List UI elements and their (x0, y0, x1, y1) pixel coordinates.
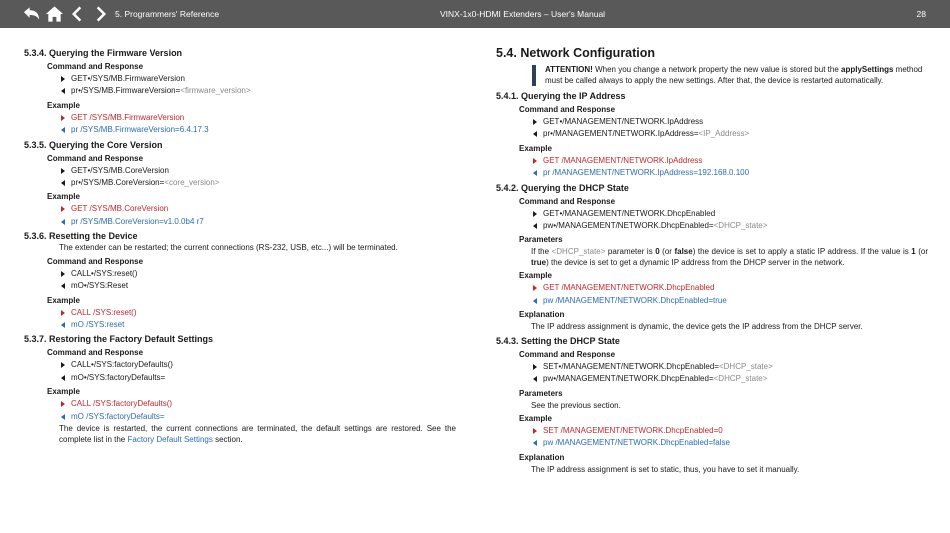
top-bar (0, 0, 950, 28)
response-line: pr•/MANAGEMENT/NETWORK.IpAddress=<IP_Address> (496, 128, 928, 140)
response-line: mO•/SYS:Reset (24, 280, 456, 292)
example-response: pw /MANAGEMENT/NETWORK.DhcpEnabled=true (496, 295, 928, 307)
command-and-response-label: Command and Response (519, 349, 616, 359)
arrow-right-icon (61, 401, 65, 407)
arrow-left-icon (533, 440, 537, 446)
arrow-left-icon (61, 283, 65, 289)
page-number: 28 (916, 9, 926, 19)
arrow-right-icon (533, 119, 537, 125)
arrow-right-icon (61, 206, 65, 212)
command-line: GET•/SYS/MB.FirmwareVersion (24, 73, 456, 85)
explanation-label: Explanation (519, 310, 565, 320)
arrow-left-icon (61, 180, 65, 186)
right-column (496, 45, 928, 477)
example-command: GET /SYS/MB.FirmwareVersion (24, 112, 456, 124)
example-command: GET /MANAGEMENT/NETWORK.DhcpEnabled (496, 282, 928, 294)
example-label: Example (519, 143, 552, 153)
return-icon[interactable] (22, 5, 41, 23)
parameters-description: See the previous section. (531, 400, 621, 410)
response-line: pw•/MANAGEMENT/NETWORK.DhcpEnabled=<DHCP_state> (496, 373, 928, 385)
arrow-right-icon (61, 310, 65, 316)
command-line: CALL•/SYS:reset() (24, 268, 456, 280)
explanation-label: Explanation (519, 452, 565, 462)
example-response: pr /SYS/MB.CoreVersion=v1.0.0b4 r7 (24, 216, 456, 228)
arrow-left-icon (61, 414, 65, 420)
arrow-right-icon (533, 364, 537, 370)
arrow-left-icon (61, 375, 65, 381)
command-and-response-label: Command and Response (47, 256, 144, 266)
section-heading-5-4-1: 5.4.1. Querying the IP Address (496, 91, 626, 101)
command-line: SET•/MANAGEMENT/NETWORK.DhcpEnabled=<DHCP_state> (496, 361, 928, 373)
arrow-right-icon (61, 168, 65, 174)
arrow-right-icon (533, 285, 537, 291)
example-command: GET /SYS/MB.CoreVersion (24, 203, 456, 215)
arrow-right-icon (61, 115, 65, 121)
command-and-response-label: Command and Response (47, 62, 144, 71)
home-icon[interactable] (45, 5, 64, 23)
section-heading-5-3-4: 5.3.4. Querying the Firmware Version (24, 48, 183, 58)
response-line: pr•/SYS/MB.FirmwareVersion=<firmware_version> (24, 85, 456, 97)
arrow-right-icon (61, 76, 65, 82)
arrow-left-icon (533, 298, 537, 304)
example-command: CALL /SYS:reset() (24, 307, 456, 319)
response-line: mO•/SYS:factoryDefaults= (24, 372, 456, 384)
example-label: Example (47, 192, 80, 202)
arrow-left-icon (533, 376, 537, 382)
nav-buttons (22, 5, 110, 23)
parameters-label: Parameters (519, 388, 563, 398)
document-title: VINX-1x0-HDMI Extenders – User's Manual (440, 9, 606, 19)
section-heading-5-4-3: 5.4.3. Setting the DHCP State (496, 335, 620, 346)
command-line: GET•/SYS/MB.CoreVersion (24, 165, 456, 177)
command-line: GET•/MANAGEMENT/NETWORK.IpAddress (496, 116, 928, 128)
arrow-left-icon (533, 131, 537, 137)
example-command: SET /MANAGEMENT/NETWORK.DhcpEnabled=0 (496, 425, 928, 437)
parameters-description: If the <DHCP_state> parameter is 0 (or false) the device is set to apply a static IP address. If the value is 1 (or true) the device is set to get a dynamic IP address from the DHCP server in the network. (531, 247, 929, 267)
parameters-label: Parameters (519, 235, 563, 245)
arrow-left-icon (61, 219, 65, 225)
chevron-right-icon[interactable] (91, 5, 110, 23)
response-line: pr•/SYS/MB.CoreVersion=<core_version> (24, 177, 456, 189)
arrow-left-icon (533, 223, 537, 229)
example-response: pw /MANAGEMENT/NETWORK.DhcpEnabled=false (496, 437, 928, 449)
command-and-response-label: Command and Response (47, 153, 144, 163)
section-heading-5-3-5: 5.3.5. Querying the Core Version (24, 139, 163, 150)
response-line: pw•/MANAGEMENT/NETWORK.DhcpEnabled=<DHCP_state> (496, 220, 928, 232)
arrow-right-icon (61, 271, 65, 277)
arrow-left-icon (61, 322, 65, 328)
example-response: pr /MANAGEMENT/NETWORK.IpAddress=192.168.0.100 (496, 167, 928, 179)
command-and-response-label: Command and Response (519, 105, 616, 114)
explanation-text: The IP address assignment is set to static, thus, you have to set it manually. (531, 464, 800, 474)
arrow-right-icon (533, 211, 537, 217)
example-response: mO /SYS:factoryDefaults= (24, 411, 456, 423)
example-label: Example (47, 100, 80, 110)
example-response: pr /SYS/MB.FirmwareVersion=6.4.17.3 (24, 124, 456, 136)
example-command: GET /MANAGEMENT/NETWORK.IpAddress (496, 155, 928, 167)
arrow-left-icon (533, 170, 537, 176)
command-line: CALL•/SYS:factoryDefaults() (24, 359, 456, 371)
section-label: 5. Programmers' Reference (115, 9, 220, 19)
left-column (24, 45, 456, 447)
example-response: mO /SYS:reset (24, 319, 456, 331)
command-and-response-label: Command and Response (47, 348, 144, 358)
arrow-left-icon (61, 127, 65, 133)
explanation-text: The IP address assignment is dynamic, the device gets the IP address from the DHCP server. (531, 322, 863, 332)
chevron-left-icon[interactable] (68, 5, 87, 23)
arrow-right-icon (61, 362, 65, 368)
command-line: GET•/MANAGEMENT/NETWORK.DhcpEnabled (496, 208, 928, 220)
attention-note: ATTENTION! When you change a network property the new value is stored but the applySettings method must be called always to apply the new settings. After that, the device is restarted automatically. (532, 65, 928, 86)
section-description: The device is restarted, the current connections are terminated, the default settings are restored. See the complete list in the Factory Default Settings section. (59, 424, 456, 444)
factory-default-settings-link[interactable]: Factory Default Settings (127, 434, 213, 444)
arrow-right-icon (533, 428, 537, 434)
example-command: CALL /SYS:factoryDefaults() (24, 398, 456, 410)
command-and-response-label: Command and Response (519, 196, 616, 206)
section-heading-5-4: 5.4. Network Configuration (496, 46, 656, 60)
section-heading-5-3-6: 5.3.6. Resetting the Device (24, 231, 138, 242)
section-heading-5-3-7: 5.3.7. Restoring the Factory Default Settings (24, 334, 214, 345)
example-label: Example (519, 414, 552, 424)
example-label: Example (519, 271, 552, 281)
arrow-right-icon (533, 158, 537, 164)
arrow-left-icon (61, 88, 65, 94)
example-label: Example (47, 387, 80, 397)
section-description: The extender can be restarted; the current connections (RS-232, USB, etc...) will be terminated. (59, 243, 398, 253)
example-label: Example (47, 295, 80, 305)
section-heading-5-4-2: 5.4.2. Querying the DHCP State (496, 182, 629, 193)
